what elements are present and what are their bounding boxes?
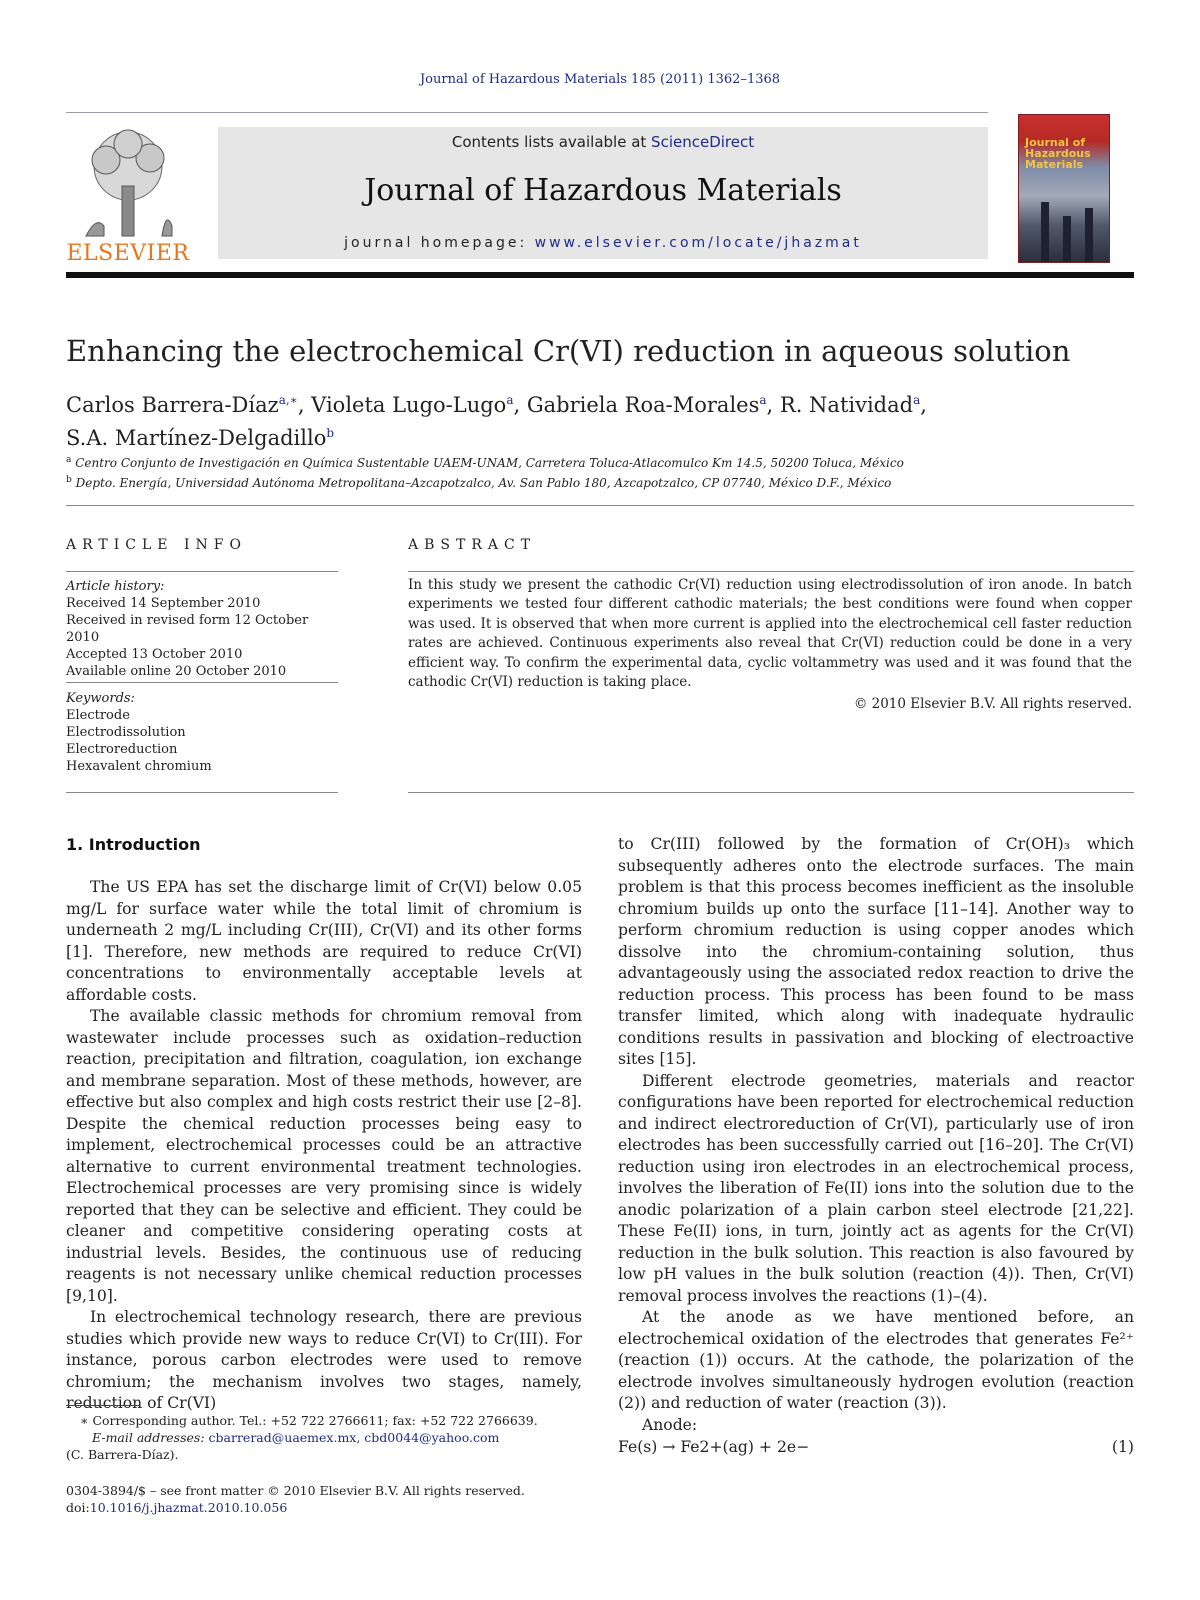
affiliation-marker: b — [66, 475, 72, 485]
cover-title: Journal of Hazardous Materials — [1025, 136, 1091, 171]
article-history — [66, 578, 338, 680]
doi-link[interactable]: 10.1016/j.jhazmat.2010.10.056 — [89, 1500, 288, 1515]
author-affil-marker[interactable]: a,∗ — [278, 393, 298, 407]
article-info-rule — [66, 571, 338, 572]
keyword: Hexavalent chromium — [66, 759, 212, 774]
section-heading-introduction: 1. Introduction — [66, 835, 201, 854]
keyword: Electrode — [66, 708, 130, 723]
history-item: Received in revised form 12 October 2010 — [66, 613, 309, 645]
journal-cover-thumbnail[interactable] — [1018, 114, 1110, 263]
abstract-bottom-rule — [408, 792, 1134, 793]
article-info-bottom-rule — [66, 792, 338, 793]
publication-footer — [66, 1482, 606, 1516]
cover-chimney — [1085, 208, 1093, 262]
section-divider — [66, 505, 1134, 506]
keywords-rule — [66, 682, 338, 683]
email-owner: (C. Barrera-Díaz). — [66, 1447, 179, 1462]
article-info-heading: ARTICLE INFO — [66, 537, 247, 553]
affiliation — [66, 472, 1134, 492]
author-affil-marker[interactable]: b — [326, 426, 335, 440]
keywords-label: Keywords: — [66, 691, 135, 706]
abstract-copyright: © 2010 Elsevier B.V. All rights reserved. — [853, 696, 1132, 712]
author-name: Violeta Lugo-Lugo — [311, 393, 507, 417]
body-paragraph: In electrochemical technology research, there are previous studies which provide new ways to reduce Cr(VI) to Cr(III). For instance, porous carbon electrodes were used to remove chromium; the mechanism involves two stages, namely, reduction of Cr(VI) — [66, 1308, 582, 1412]
author-name: Carlos Barrera-Díaz — [66, 393, 279, 417]
equation-text: Fe(s) → Fe2+(ag) + 2e− — [618, 1438, 810, 1456]
affiliation — [66, 452, 1134, 472]
contents-prefix: Contents lists available at — [451, 133, 652, 151]
body-paragraph: to Cr(III) followed by the formation of Cr(OH)₃ which subsequently adheres onto the electrode surfaces. The main problem is that this process becomes inefficient as the insoluble chromium builds up onto the surface [11–14]. Another way to perform chromium reduction is using copper anodes which dissolve into the chromium-containing solution, thus advantageously using the associated redox reaction to drive the reduction process. This process has been found to be mass transfer limited, which along with inadequate hydraulic conditions results in passivation and blocking of electroactive sites [15]. — [618, 835, 1134, 1068]
front-matter: 0304-3894/$ – see front matter © 2010 Elsevier B.V. All rights reserved. — [66, 1483, 525, 1498]
keywords — [66, 690, 338, 775]
contents-line — [218, 133, 988, 151]
journal-header-band — [218, 127, 988, 259]
author-list: Carlos Barrera-Díaz$^{a,∗}$, Violeta Lugo-Lugo$^a$, Gabriela Roa-Morales$^a$, R. Natividad$^a$, S.A. Martínez-Delgadillo$^b$ — [66, 393, 927, 450]
journal-reference[interactable]: Journal of Hazardous Materials 185 (2011) 1362–1368 — [419, 72, 781, 87]
history-item: Available online 20 October 2010 — [66, 664, 287, 679]
corresponding-author-note: ∗ Corresponding author. Tel.: +52 722 2766611; fax: +52 722 2766639. — [80, 1413, 538, 1428]
doi-line — [66, 1499, 606, 1516]
tree-icon — [66, 126, 190, 238]
author-affil-marker[interactable]: a — [759, 393, 767, 407]
author-affil-marker[interactable]: a — [506, 393, 514, 407]
affiliation-text: Centro Conjunto de Investigación en Química Sustentable UAEM-UNAM, Carretera Toluca-Atlacomulco Km 14.5, 50200 Toluca, México — [75, 456, 904, 470]
abstract-rule — [408, 571, 1134, 572]
affiliations — [66, 452, 1134, 492]
abstract-heading: ABSTRACT — [408, 537, 537, 553]
abstract-text: In this study we present the cathodic Cr(VI) reduction using electrodissolution of iron anode. In batch experiments we tested four different cathodic materials; the best conditions were found when copper was used. It is observed that when more current is applied into the electrochemical cell faster reduction rates are achieved. Continuous experiments also reveal that Cr(VI) reduction could be done in a very efficient way. To confirm the experimental data, cyclic voltammetry was used and it was found that the cathodic Cr(VI) reduction is taking place. — [408, 577, 1132, 691]
keyword: Electroreduction — [66, 742, 178, 757]
affiliation-marker: a — [66, 455, 72, 465]
body-paragraph: Different electrode geometries, materials and reactor configurations have been reported for electrochemical reduction and indirect electroreduction of Cr(VI), particularly use of iron electrodes has been successfully carried out [16–20]. The Cr(VI) reduction using iron electrodes in an electrochemical process, involves the liberation of Fe(II) ions into the solution due to the anodic polarization of a plain carbon steel electrode [21,22]. These Fe(II) ions, in turn, jointly act as agents for the Cr(VI) reduction in the bulk solution. This reaction is also favoured by low pH values in the bulk solution (reaction (4)). Then, Cr(VI) removal process involves the reactions (1)–(4). — [618, 1071, 1134, 1305]
author-affil-marker[interactable]: a — [913, 393, 921, 407]
body-column-right — [618, 834, 1134, 1436]
body-paragraph: At the anode as we have mentioned before, an electrochemical oxidation of the electrodes that generates Fe²⁺ (reaction (1)) occurs. At the cathode, the polarization of the electrode involves simultaneously hydrogen evolution (reaction (2)) and reduction of water (reaction (3)). — [618, 1308, 1134, 1412]
history-label: Article history: — [66, 579, 165, 594]
body-paragraph: The available classic methods for chromium removal from wastewater include processes such as oxidation–reduction reaction, precipitation and filtration, coagulation, ion exchange and membrane separation. Most of these methods, however, are effective but also complex and high costs restrict their use [2–8]. Despite the chemical reduction processes being easy to implement, electrochemical processes could be an attractive alternative to current environmental treatment technologies. Electrochemical processes are very promising since is widely reported that they can be selective and efficient. They could be cleaner and competitive considering operating costs at industrial levels. Besides, the continuous use of reducing reagents is not necessary unlike chemical reduction processes [9,10]. — [66, 1007, 582, 1305]
cover-chimney — [1063, 216, 1071, 262]
history-item: Accepted 13 October 2010 — [66, 647, 243, 662]
body-column-left — [66, 877, 582, 1415]
affiliation-text: Depto. Energía, Universidad Autónoma Metropolitana–Azcapotzalco, Av. San Pablo 180, Azcapotzalco, CP 07740, México D.F., México — [75, 476, 892, 490]
header-heavy-rule — [66, 272, 1134, 278]
author-name: S.A. Martínez-Delgadillo — [66, 426, 327, 450]
cover-chimney — [1041, 202, 1049, 262]
sciencedirect-link[interactable]: ScienceDirect — [651, 133, 755, 151]
elsevier-wordmark: ELSEVIER — [66, 241, 190, 266]
elsevier-logo[interactable] — [66, 126, 190, 266]
header-top-rule — [66, 112, 988, 113]
homepage-link[interactable]: www.elsevier.com/locate/jhazmat — [534, 235, 862, 251]
journal-title: Journal of Hazardous Materials — [364, 173, 842, 208]
article-title: Enhancing the electrochemical Cr(VI) reduction in aqueous solution — [66, 334, 1071, 368]
email-line — [66, 1429, 606, 1446]
author-name: Gabriela Roa-Morales — [526, 393, 760, 417]
journal-homepage — [218, 235, 988, 251]
email-label: E-mail addresses: — [92, 1430, 205, 1445]
equation-number: (1) — [1111, 1438, 1134, 1456]
author-name: R. Natividad — [779, 393, 914, 417]
footnotes — [66, 1412, 606, 1463]
doi-label: doi: — [66, 1500, 90, 1515]
homepage-prefix: journal homepage: — [344, 235, 535, 251]
body-paragraph: Anode: — [642, 1415, 698, 1434]
footnote-rule — [66, 1405, 140, 1406]
email-links[interactable]: cbarrerad@uaemex.mx, cbd0044@yahoo.com — [208, 1430, 500, 1445]
history-item: Received 14 September 2010 — [66, 596, 261, 611]
keyword: Electrodissolution — [66, 725, 186, 740]
equation-1 — [618, 1438, 1134, 1456]
body-paragraph: The US EPA has set the discharge limit of Cr(VI) below 0.05 mg/L for surface water while the total limit of chromium is underneath 2 mg/L including Cr(III), Cr(VI) and its other forms [1]. Therefore, new methods are required to reduce Cr(VI) concentrations to environmentally acceptable levels at affordable costs. — [66, 878, 582, 1004]
